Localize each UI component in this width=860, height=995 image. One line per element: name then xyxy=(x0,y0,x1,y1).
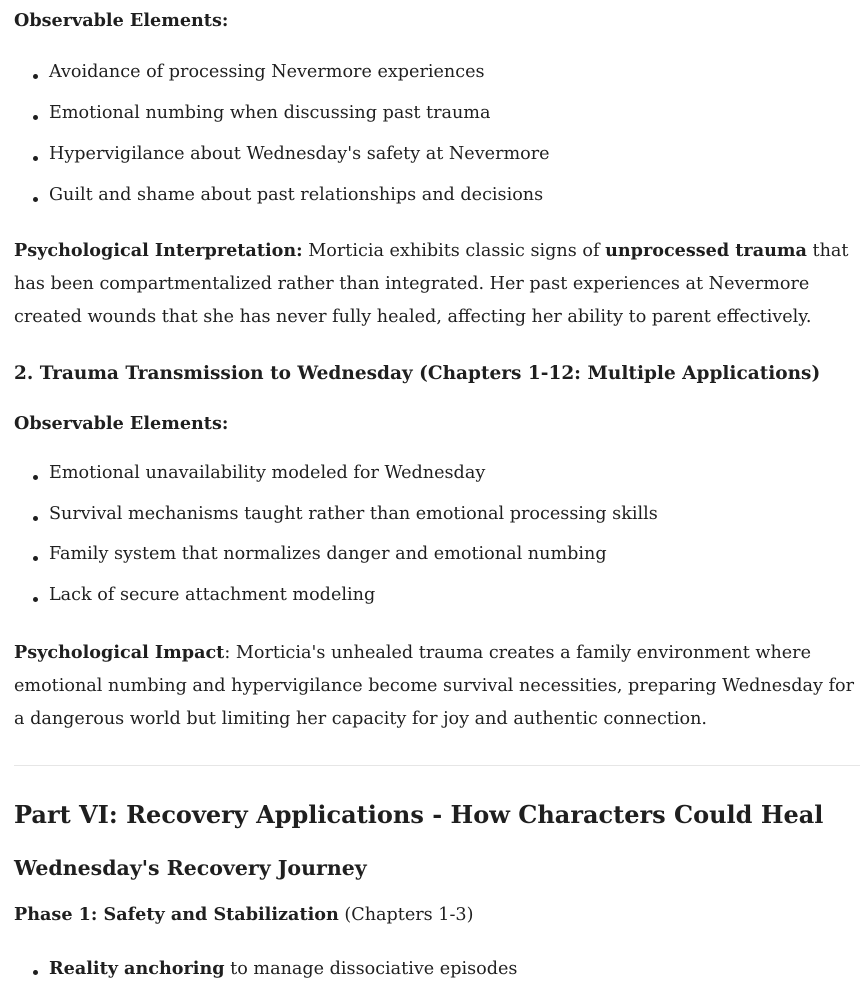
section-heading: 2. Trauma Transmission to Wednesday (Chapters 1-12: Multiple Applications) xyxy=(14,363,821,384)
bullet-dot xyxy=(33,597,38,602)
impact-text: : Morticia's unhealed trauma creates a family environment where emotional numbing and hypervigilance become survival necessities, preparing Wednesday for a dangerous world but limiting her capacity for joy and authentic connection. xyxy=(14,643,854,729)
list-item: Emotional unavailability modeled for Wednesday xyxy=(49,463,486,483)
bullet-dot xyxy=(33,74,38,79)
interpretation-text-cont: that has been compartmentalized rather than integrated. Her past experiences at Nevermore created wounds that she has never fully healed, affecting her ability to parent effectively. xyxy=(14,241,849,327)
bullet-dot xyxy=(33,556,38,561)
list-item: Avoidance of processing Nevermore experiences xyxy=(49,62,485,82)
list-item: Hypervigilance about Wednesday's safety at Nevermore xyxy=(49,144,550,164)
observable-elements-label: Observable Elements: xyxy=(14,413,229,434)
list-item: Emotional numbing when discussing past trauma xyxy=(49,103,491,123)
bullet-dot xyxy=(33,197,38,202)
bullet-dot xyxy=(33,516,38,521)
list-item: Guilt and shame about past relationships and decisions xyxy=(49,185,544,205)
observable-elements-label: Observable Elements: xyxy=(14,10,229,31)
bullet-dot xyxy=(33,115,38,120)
psychological-impact-paragraph xyxy=(14,636,854,736)
horizontal-divider xyxy=(14,765,860,766)
bullet-dot xyxy=(33,970,38,975)
part-heading: Part VI: Recovery Applications - How Characters Could Heal xyxy=(14,800,824,829)
list-item-text: to manage dissociative episodes xyxy=(224,959,518,979)
interpretation-label: Psychological Interpretation: xyxy=(14,240,303,261)
bullet-dot xyxy=(33,156,38,161)
impact-label: Psychological Impact xyxy=(14,642,225,663)
list-item-emphasis: Reality anchoring xyxy=(49,958,225,979)
interpretation-text: Morticia exhibits classic signs of xyxy=(302,241,606,261)
list-item: Survival mechanisms taught rather than emotional processing skills xyxy=(49,504,658,524)
interpretation-emphasis: unprocessed trauma xyxy=(605,240,807,261)
psychological-interpretation-paragraph xyxy=(14,234,854,334)
list-item: Lack of secure attachment modeling xyxy=(49,585,376,605)
phase-line xyxy=(14,904,474,925)
phase-label: Phase 1: Safety and Stabilization xyxy=(14,904,339,925)
bullet-dot xyxy=(33,475,38,480)
list-item xyxy=(49,958,517,979)
subsection-heading: Wednesday's Recovery Journey xyxy=(14,856,367,880)
phase-chapters: (Chapters 1-3) xyxy=(338,905,474,925)
list-item: Family system that normalizes danger and emotional numbing xyxy=(49,544,607,564)
